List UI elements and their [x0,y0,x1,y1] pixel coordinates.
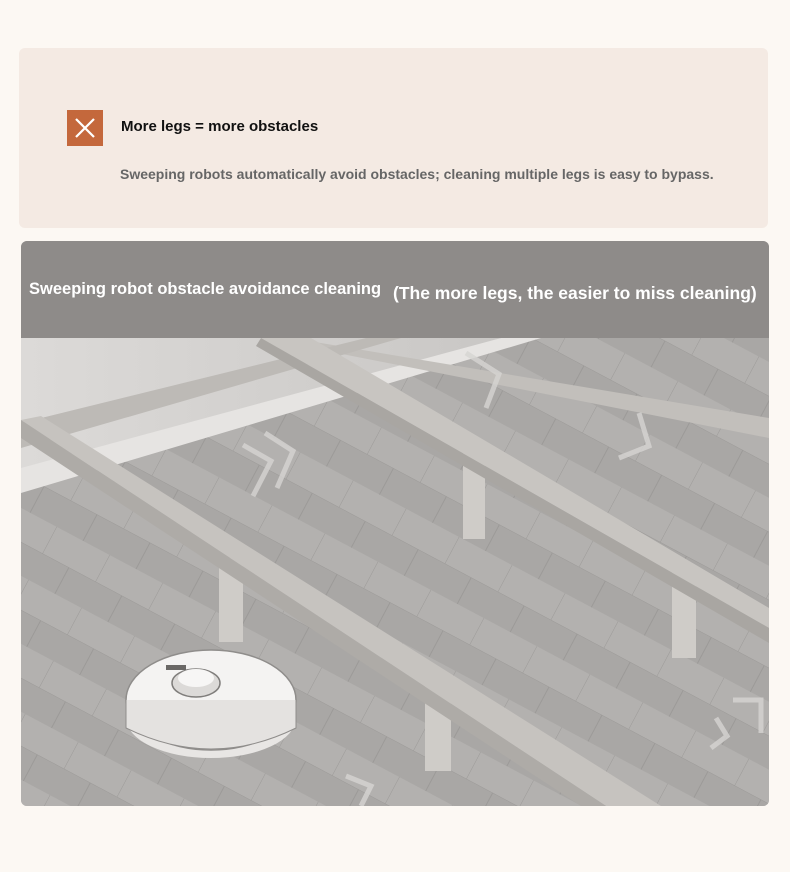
caption-banner [21,241,769,338]
illustration-panel [21,241,769,806]
banner-right-caption: (The more legs, the easier to miss cleaning) [393,283,757,303]
notice-description: Sweeping robots automatically avoid obstacles; cleaning multiple legs is easy to bypass. [120,166,714,182]
robot-vacuum-scene [21,338,769,806]
notice-card [19,48,768,228]
robot-vacuum [126,650,296,758]
close-icon [67,110,103,146]
banner-left-caption: Sweeping robot obstacle avoidance cleaning [29,280,382,298]
notice-heading: More legs = more obstacles [121,118,319,135]
